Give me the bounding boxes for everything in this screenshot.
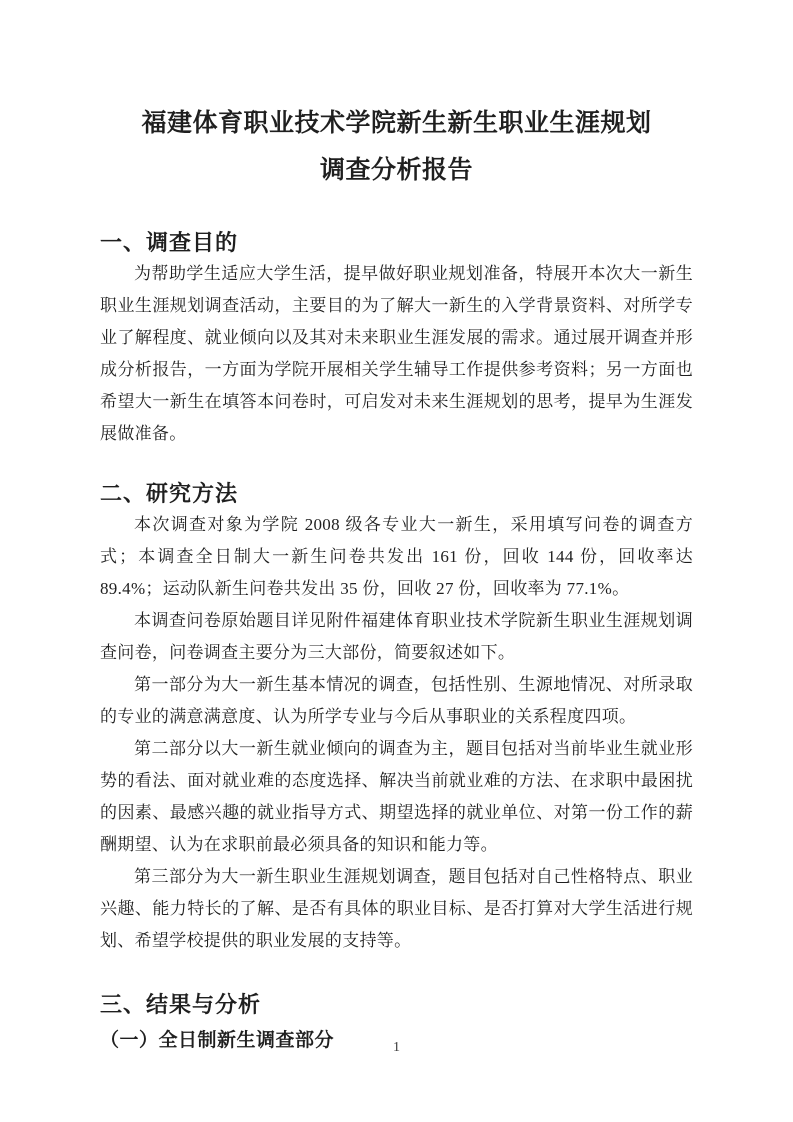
page-number: 1 — [393, 1040, 400, 1055]
section-heading-survey-purpose: 一、调查目的 — [100, 230, 239, 255]
document-title — [100, 100, 693, 194]
section-heading-research-method: 二、研究方法 — [100, 481, 239, 506]
paragraph-survey-purpose: 为帮助学生适应大学生活，提早做好职业规划准备，特展开本次大一新生职业生涯规划调查活动，主要目的为了解大一新生的入学背景资料、对所学专业了解程度、就业倾向以及其对未来职业生涯发展的需求。通过展开调查并形成分析报告，一方面为学院开展相关学生辅导工作提供参考资料；另一方面也希望大一新生在填答本问卷时，可启发对未来生涯规划的思考，提早为生涯发展做准备。 — [100, 264, 693, 443]
document-content — [100, 0, 693, 1056]
paragraph-research-method-2: 本调查问卷原始题目详见附件福建体育职业技术学院新生职业生涯规划调查问卷，问卷调查主要分为三大部份，简要叙述如下。 — [100, 611, 693, 662]
paragraph-research-method-1: 本次调查对象为学院 2008 级各专业大一新生，采用填写问卷的调查方式；本调查全日制大一新生问卷共发出 161 份，回收 144 份，回收率达 89.4%；运动队新生问卷共发出 35 份，回收 27 份，回收率为 77.1%。 — [100, 515, 693, 598]
paragraph-research-method-4: 第二部分以大一新生就业倾向的调查为主，题目包括对当前毕业生就业形势的看法、面对就业难的态度选择、解决当前就业难的方法、在求职中最困扰的因素、最感兴趣的就业指导方式、期望选择的就业单位、对第一份工作的薪酬期望、认为在求职前最必须具备的知识和能力等。 — [100, 739, 693, 854]
document-title-line-1: 福建体育职业技术学院新生新生职业生涯规划 — [141, 109, 652, 137]
paragraph-research-method-3: 第一部分为大一新生基本情况的调查，包括性别、生源地情况、对所录取的专业的满意满意度、认为所学专业与今后从事职业的关系程度四项。 — [100, 675, 693, 726]
document-title-line-2: 调查分析报告 — [319, 156, 473, 184]
paragraph-research-method-5: 第三部分为大一新生职业生涯规划调查，题目包括对自己性格特点、职业兴趣、能力特长的了解、是否有具体的职业目标、是否打算对大学生活进行规划、希望学校提供的职业发展的支持等。 — [100, 867, 693, 950]
section-heading-results-analysis: 三、结果与分析 — [100, 992, 262, 1017]
subsection-heading-fulltime-survey: （一）全日制新生调查部分 — [100, 1030, 335, 1051]
